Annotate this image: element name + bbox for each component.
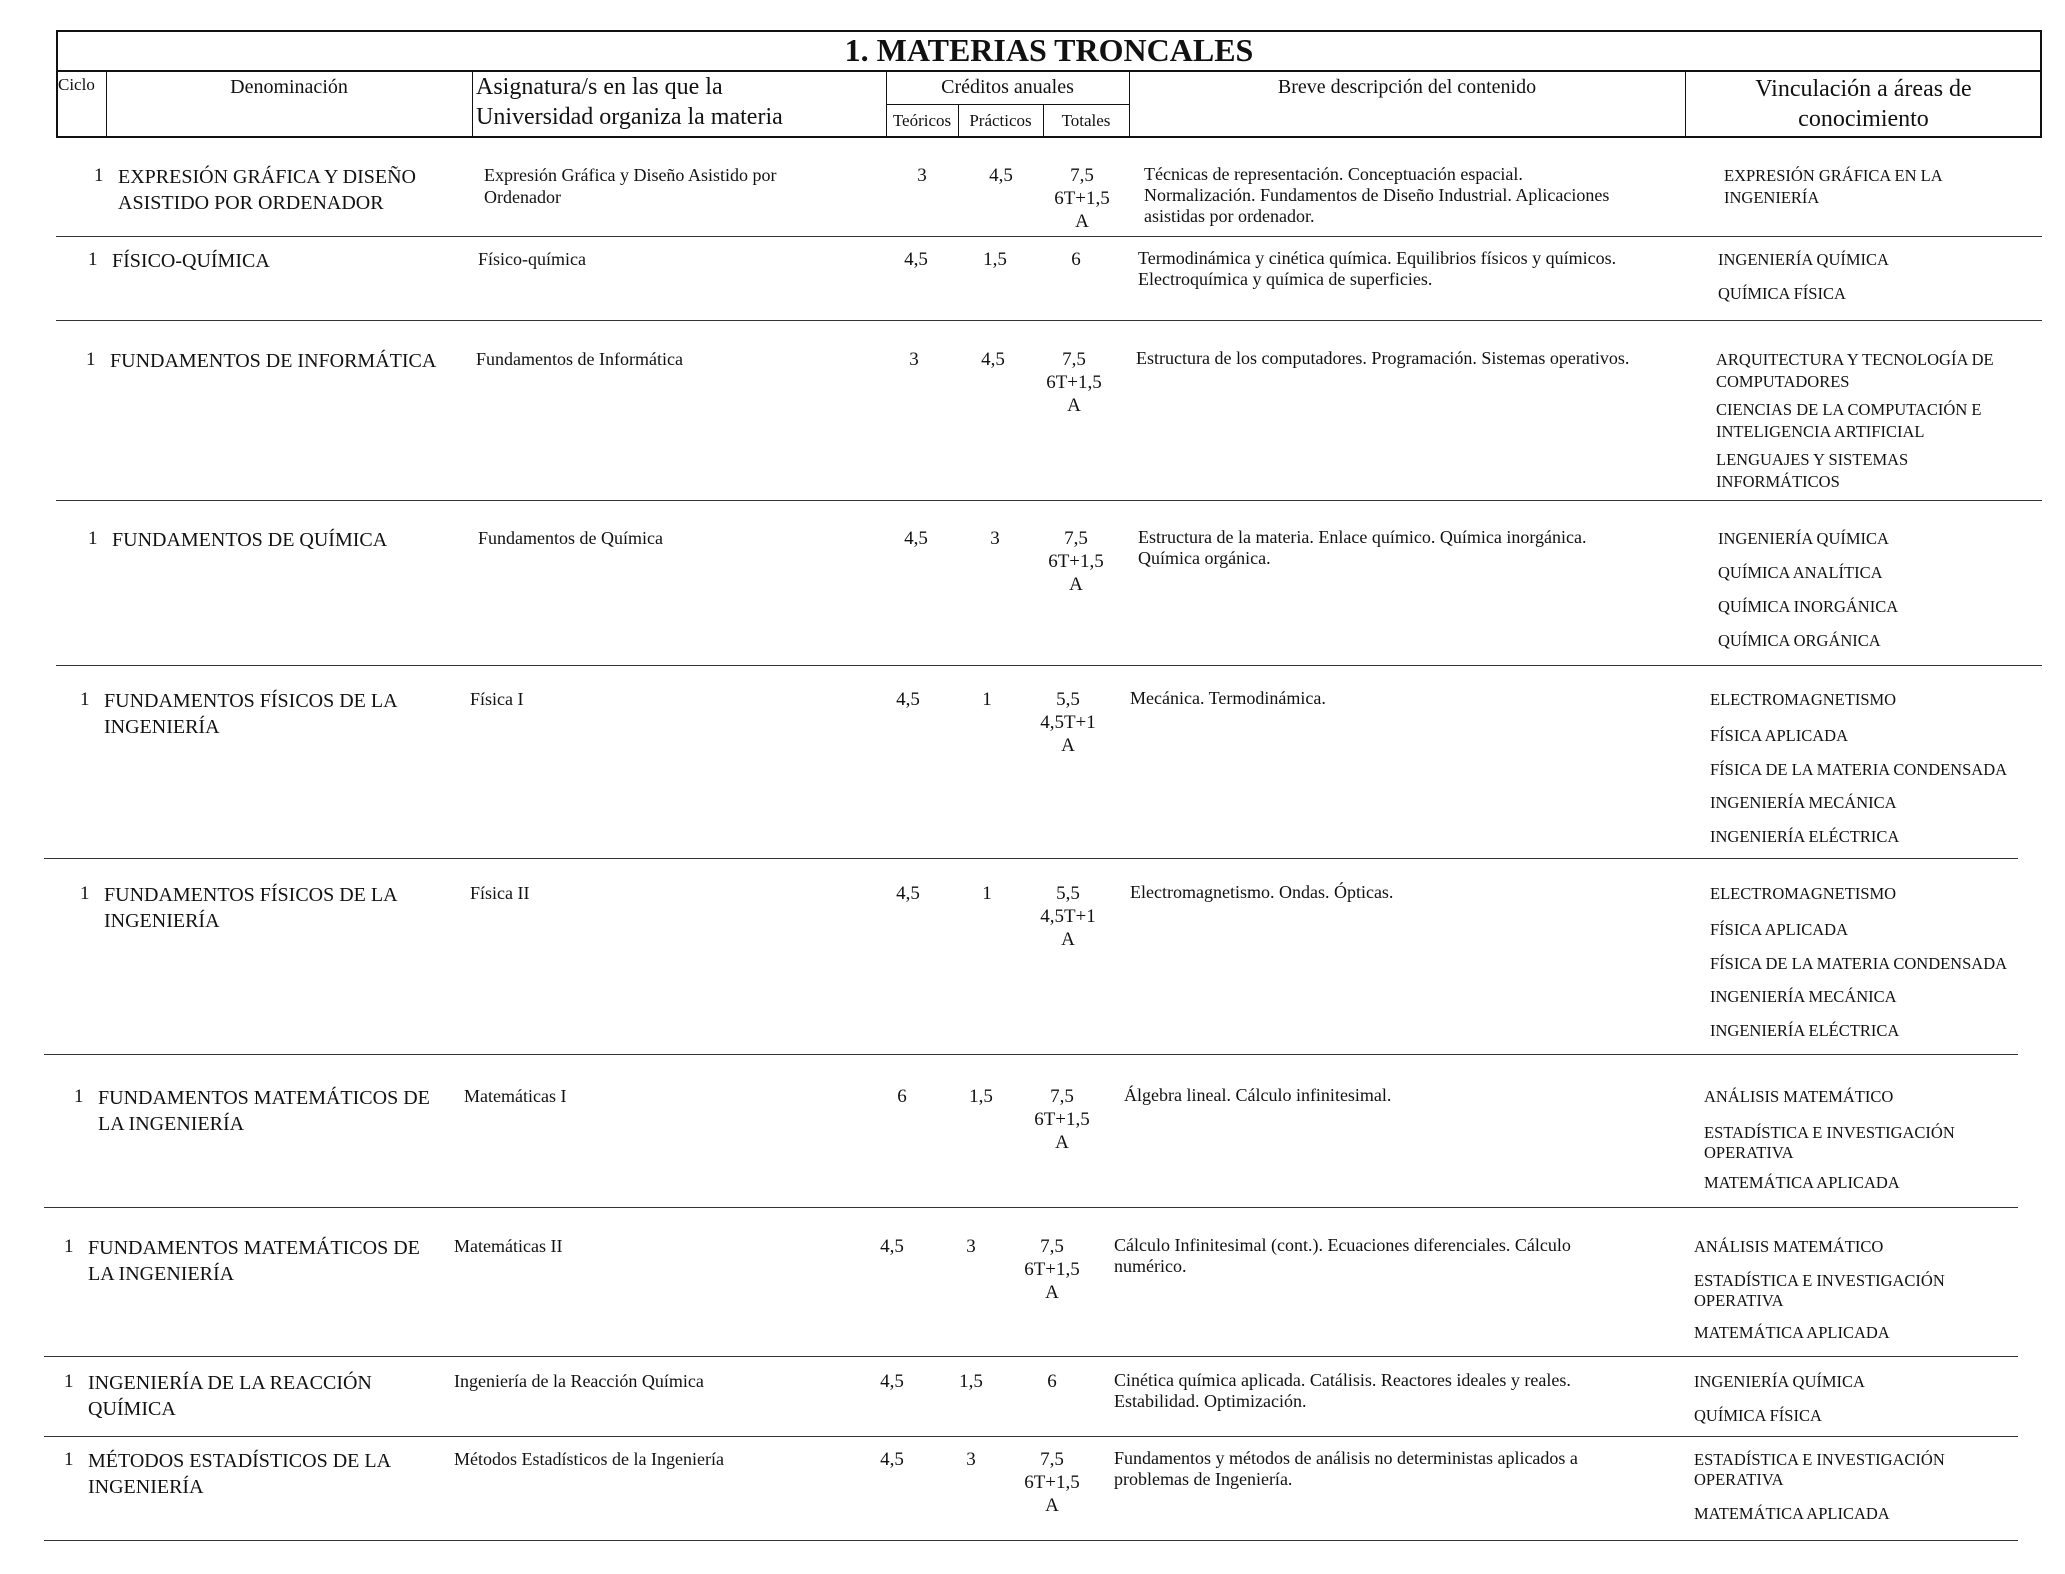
row-asignatura-line: Físico-química [478, 249, 586, 269]
row-area: CIENCIAS DE LA COMPUTACIÓN E [1716, 400, 1982, 419]
row-totales [1020, 1085, 1104, 1154]
row-teoricos: 3 [909, 349, 919, 370]
row-totales-line: 6T+1,5 [1034, 1109, 1090, 1130]
row-descripcion-line: Termodinámica y cinética química. Equilibrios físicos y químicos. [1138, 248, 1617, 268]
row-totales [1026, 688, 1110, 757]
header-ciclo: Ciclo [58, 75, 95, 94]
row-asignatura-line: Física I [470, 689, 524, 709]
row-asignatura-line: Fundamentos de Informática [476, 349, 683, 369]
row-area: ESTADÍSTICA E INVESTIGACIÓN [1694, 1450, 1945, 1469]
row-teoricos: 6 [897, 1086, 907, 1107]
header-vinculacion [1685, 74, 2042, 134]
row-ciclo: 1 [86, 349, 96, 370]
creditos-divider [886, 104, 1129, 105]
row-area: INGENIERÍA QUÍMICA [1718, 529, 1889, 548]
row-asignatura [478, 248, 838, 270]
header-creditos: Créditos anuales [941, 76, 1074, 98]
row-area: INGENIERÍA [1724, 188, 1820, 207]
row-practicos: 1 [982, 883, 992, 904]
row-area: OPERATIVA [1694, 1470, 1784, 1489]
row-totales-line: A [1075, 211, 1089, 232]
row-area: INGENIERÍA ELÉCTRICA [1710, 1021, 1900, 1040]
row-denominacion [98, 1085, 448, 1137]
row-descripcion-line: Electromagnetismo. Ondas. Ópticas. [1130, 882, 1394, 902]
row-area: INGENIERÍA MECÁNICA [1710, 987, 1897, 1006]
row-denominacion [118, 164, 468, 216]
row-area: MATEMÁTICA APLICADA [1694, 1504, 1890, 1523]
row-descripcion-line: Normalización. Fundamentos de Diseño Industrial. Aplicaciones [1144, 185, 1610, 205]
row-totales [1026, 882, 1110, 951]
row-descripcion-line: Álgebra lineal. Cálculo infinitesimal. [1124, 1085, 1392, 1105]
row-area: LENGUAJES Y SISTEMAS [1716, 450, 1909, 469]
row-area: ARQUITECTURA Y TECNOLOGÍA DE [1716, 350, 1994, 369]
row-practicos: 3 [990, 528, 1000, 549]
row-denominacion-line: FUNDAMENTOS DE QUÍMICA [112, 529, 388, 551]
row-teoricos: 4,5 [904, 528, 928, 549]
header-col-divider [472, 70, 473, 138]
row-asignatura [484, 164, 844, 208]
row-denominacion-line: FUNDAMENTOS FÍSICOS DE LA [104, 884, 398, 906]
row-practicos: 1 [982, 689, 992, 710]
row-teoricos: 4,5 [880, 1449, 904, 1470]
row-separator [44, 1540, 2018, 1541]
row-asignatura [476, 348, 836, 370]
header-denominacion: Denominación [230, 76, 348, 98]
row-descripcion [1136, 348, 1676, 369]
row-asignatura [470, 688, 830, 710]
row-separator [56, 236, 2042, 237]
row-area: INGENIERÍA ELÉCTRICA [1710, 827, 1900, 846]
row-ciclo: 1 [74, 1086, 84, 1107]
row-ciclo: 1 [88, 528, 98, 549]
row-area: FÍSICA APLICADA [1710, 726, 1848, 745]
row-descripcion-line: numérico. [1114, 1256, 1187, 1276]
row-denominacion-line: INGENIERÍA [88, 1476, 204, 1498]
row-totales-line: 7,5 [1064, 528, 1088, 549]
row-descripcion [1114, 1370, 1654, 1412]
row-area: INGENIERÍA MECÁNICA [1710, 793, 1897, 812]
row-descripcion-line: Fundamentos y métodos de análisis no deterministas aplicados a [1114, 1448, 1578, 1468]
header-vinculacion-line: Vinculación a áreas de [1755, 76, 1972, 102]
row-totales-line: A [1061, 735, 1075, 756]
row-denominacion-line: FUNDAMENTOS MATEMÁTICOS DE [98, 1087, 430, 1109]
row-denominacion-line: INGENIERÍA [104, 716, 220, 738]
row-denominacion [110, 348, 460, 374]
row-denominacion-line: FUNDAMENTOS DE INFORMÁTICA [110, 350, 437, 372]
row-separator [44, 1054, 2018, 1055]
row-area: COMPUTADORES [1716, 372, 1850, 391]
row-separator [44, 1356, 2018, 1357]
row-area: MATEMÁTICA APLICADA [1704, 1173, 1900, 1192]
row-asignatura [470, 882, 830, 904]
row-totales-line: 7,5 [1050, 1086, 1074, 1107]
row-descripcion-line: asistidas por ordenador. [1144, 206, 1315, 226]
row-asignatura-line: Física II [470, 883, 530, 903]
row-descripcion [1114, 1448, 1654, 1490]
row-asignatura-line: Métodos Estadísticos de la Ingeniería [454, 1449, 724, 1469]
row-asignatura [454, 1370, 814, 1392]
row-area: INFORMÁTICOS [1716, 472, 1840, 491]
row-descripcion [1144, 164, 1684, 227]
header-practicos: Prácticos [969, 111, 1032, 130]
row-descripcion-line: problemas de Ingeniería. [1114, 1469, 1293, 1489]
header-divider [56, 70, 2042, 72]
row-area: QUÍMICA FÍSICA [1718, 284, 1846, 303]
row-denominacion-line: LA INGENIERÍA [88, 1263, 235, 1285]
row-ciclo: 1 [80, 689, 90, 710]
row-totales-line: 4,5T+1 [1040, 712, 1096, 733]
row-descripcion-line: Electroquímica y química de superficies. [1138, 269, 1433, 289]
row-totales [1010, 1235, 1094, 1304]
row-totales-line: 7,5 [1040, 1236, 1064, 1257]
row-totales-line: 5,5 [1056, 689, 1080, 710]
row-totales-line: 6T+1,5 [1024, 1472, 1080, 1493]
row-totales [1032, 348, 1116, 417]
row-totales-line: 6T+1,5 [1024, 1259, 1080, 1280]
row-denominacion-line: MÉTODOS ESTADÍSTICOS DE LA [88, 1450, 392, 1472]
row-area: FÍSICA APLICADA [1710, 920, 1848, 939]
row-denominacion-line: FUNDAMENTOS FÍSICOS DE LA [104, 690, 398, 712]
row-area: FÍSICA DE LA MATERIA CONDENSADA [1710, 760, 2008, 779]
row-totales [1010, 1370, 1094, 1393]
row-denominacion [104, 882, 454, 934]
row-separator [44, 1436, 2018, 1437]
row-totales-line: 7,5 [1070, 165, 1094, 186]
row-ciclo: 1 [64, 1449, 74, 1470]
row-area: OPERATIVA [1694, 1291, 1784, 1310]
row-practicos: 3 [966, 1236, 976, 1257]
row-totales-line: 6T+1,5 [1048, 551, 1104, 572]
row-denominacion [112, 248, 462, 274]
row-descripcion-line: Estabilidad. Optimización. [1114, 1391, 1307, 1411]
row-teoricos: 4,5 [880, 1236, 904, 1257]
row-asignatura [464, 1085, 824, 1107]
row-descripcion [1130, 882, 1670, 903]
row-totales-line: 6 [1071, 249, 1081, 270]
row-ciclo: 1 [94, 165, 104, 186]
row-asignatura [478, 527, 838, 549]
header-asignatura-line: Asignatura/s en las que la [476, 74, 723, 100]
row-descripcion [1124, 1085, 1664, 1106]
row-denominacion-line: ASISTIDO POR ORDENADOR [118, 192, 384, 214]
header-asignatura-line: Universidad organiza la materia [476, 104, 783, 130]
row-practicos: 3 [966, 1449, 976, 1470]
row-area: ELECTROMAGNETISMO [1710, 884, 1897, 903]
row-denominacion [88, 1448, 438, 1500]
row-area: QUÍMICA ANALÍTICA [1718, 563, 1883, 582]
row-denominacion-line: QUÍMICA [88, 1398, 176, 1420]
row-descripcion-line: Estructura de los computadores. Programación. Sistemas operativos. [1136, 348, 1630, 368]
row-descripcion-line: Estructura de la materia. Enlace químico. Química inorgánica. [1138, 527, 1587, 547]
row-area: FÍSICA DE LA MATERIA CONDENSADA [1710, 954, 2008, 973]
row-area: INTELIGENCIA ARTIFICIAL [1716, 422, 1925, 441]
row-area: OPERATIVA [1704, 1143, 1794, 1162]
row-totales-line: 4,5T+1 [1040, 906, 1096, 927]
row-area: ANÁLISIS MATEMÁTICO [1704, 1087, 1894, 1106]
row-teoricos: 4,5 [880, 1371, 904, 1392]
row-separator [56, 320, 2042, 321]
row-descripcion [1130, 688, 1670, 709]
row-asignatura [454, 1235, 814, 1257]
row-totales [1040, 164, 1124, 233]
row-ciclo: 1 [88, 249, 98, 270]
row-area: QUÍMICA ORGÁNICA [1718, 631, 1881, 650]
row-denominacion-line: INGENIERÍA [104, 910, 220, 932]
row-ciclo: 1 [64, 1236, 74, 1257]
row-descripcion-line: Cálculo Infinitesimal (cont.). Ecuaciones diferenciales. Cálculo [1114, 1235, 1571, 1255]
row-teoricos: 4,5 [896, 689, 920, 710]
row-denominacion [88, 1370, 438, 1422]
row-totales-line: A [1045, 1495, 1059, 1516]
row-separator [44, 1207, 2018, 1208]
row-area: QUÍMICA FÍSICA [1694, 1406, 1822, 1425]
row-area: QUÍMICA INORGÁNICA [1718, 597, 1899, 616]
row-totales-line: A [1067, 395, 1081, 416]
row-separator [56, 665, 2042, 666]
row-area: MATEMÁTICA APLICADA [1694, 1323, 1890, 1342]
row-asignatura-line: Expresión Gráfica y Diseño Asistido por [484, 165, 777, 185]
row-teoricos: 4,5 [896, 883, 920, 904]
row-teoricos: 3 [917, 165, 927, 186]
row-area: ANÁLISIS MATEMÁTICO [1694, 1237, 1884, 1256]
header-vinculacion-line: conocimiento [1798, 106, 1929, 132]
row-separator [56, 500, 2042, 501]
row-descripcion [1138, 527, 1678, 569]
row-asignatura-line: Matemáticas II [454, 1236, 563, 1256]
row-asignatura [454, 1448, 814, 1470]
row-totales-line: A [1061, 929, 1075, 950]
row-area: ESTADÍSTICA E INVESTIGACIÓN [1694, 1271, 1945, 1290]
row-descripcion-line: Técnicas de representación. Conceptuación espacial. [1144, 164, 1523, 184]
row-denominacion [104, 688, 454, 740]
row-totales-line: 6T+1,5 [1054, 188, 1110, 209]
row-totales [1034, 527, 1118, 596]
row-totales [1010, 1448, 1094, 1517]
row-ciclo: 1 [64, 1371, 74, 1392]
row-denominacion-line: LA INGENIERÍA [98, 1113, 245, 1135]
row-totales-line: A [1055, 1132, 1069, 1153]
row-totales-line: 6 [1047, 1371, 1057, 1392]
header-asignatura [476, 72, 884, 132]
row-totales-line: A [1069, 574, 1083, 595]
page-title: 1. MATERIAS TRONCALES [844, 32, 1254, 68]
row-denominacion [88, 1235, 438, 1287]
row-denominacion-line: EXPRESIÓN GRÁFICA Y DISEÑO [118, 166, 416, 188]
row-teoricos: 4,5 [904, 249, 928, 270]
header-descripcion: Breve descripción del contenido [1277, 76, 1537, 98]
row-totales-line: 7,5 [1040, 1449, 1064, 1470]
row-totales-line: A [1045, 1282, 1059, 1303]
row-practicos: 4,5 [981, 349, 1005, 370]
row-area: INGENIERÍA QUÍMICA [1694, 1372, 1865, 1391]
row-descripcion-line: Química orgánica. [1138, 548, 1271, 568]
row-practicos: 1,5 [983, 249, 1007, 270]
row-area: INGENIERÍA QUÍMICA [1718, 250, 1889, 269]
header-totales: Totales [1061, 111, 1111, 130]
row-descripcion [1114, 1235, 1654, 1277]
row-practicos: 4,5 [989, 165, 1013, 186]
row-totales [1034, 248, 1118, 271]
row-descripcion-line: Mecánica. Termodinámica. [1130, 688, 1326, 708]
row-separator [44, 858, 2018, 859]
row-area: EXPRESIÓN GRÁFICA EN LA [1724, 166, 1943, 185]
row-practicos: 1,5 [959, 1371, 983, 1392]
row-ciclo: 1 [80, 883, 90, 904]
row-totales-line: 5,5 [1056, 883, 1080, 904]
row-asignatura-line: Ingeniería de la Reacción Química [454, 1371, 704, 1391]
row-asignatura-line: Ordenador [484, 187, 561, 207]
row-denominacion-line: INGENIERÍA DE LA REACCIÓN [88, 1372, 372, 1394]
row-denominacion-line: FUNDAMENTOS MATEMÁTICOS DE [88, 1237, 420, 1259]
row-practicos: 1,5 [969, 1086, 993, 1107]
row-asignatura-line: Matemáticas I [464, 1086, 567, 1106]
row-area: ELECTROMAGNETISMO [1710, 690, 1897, 709]
row-descripcion [1138, 248, 1678, 290]
row-descripcion-line: Cinética química aplicada. Catálisis. Reactores ideales y reales. [1114, 1370, 1571, 1390]
row-denominacion [112, 527, 462, 553]
row-totales-line: 7,5 [1062, 349, 1086, 370]
row-denominacion-line: FÍSICO-QUÍMICA [112, 250, 270, 272]
row-asignatura-line: Fundamentos de Química [478, 528, 663, 548]
header-teoricos: Teóricos [892, 111, 952, 130]
row-area: ESTADÍSTICA E INVESTIGACIÓN [1704, 1123, 1955, 1142]
row-totales-line: 6T+1,5 [1046, 372, 1102, 393]
